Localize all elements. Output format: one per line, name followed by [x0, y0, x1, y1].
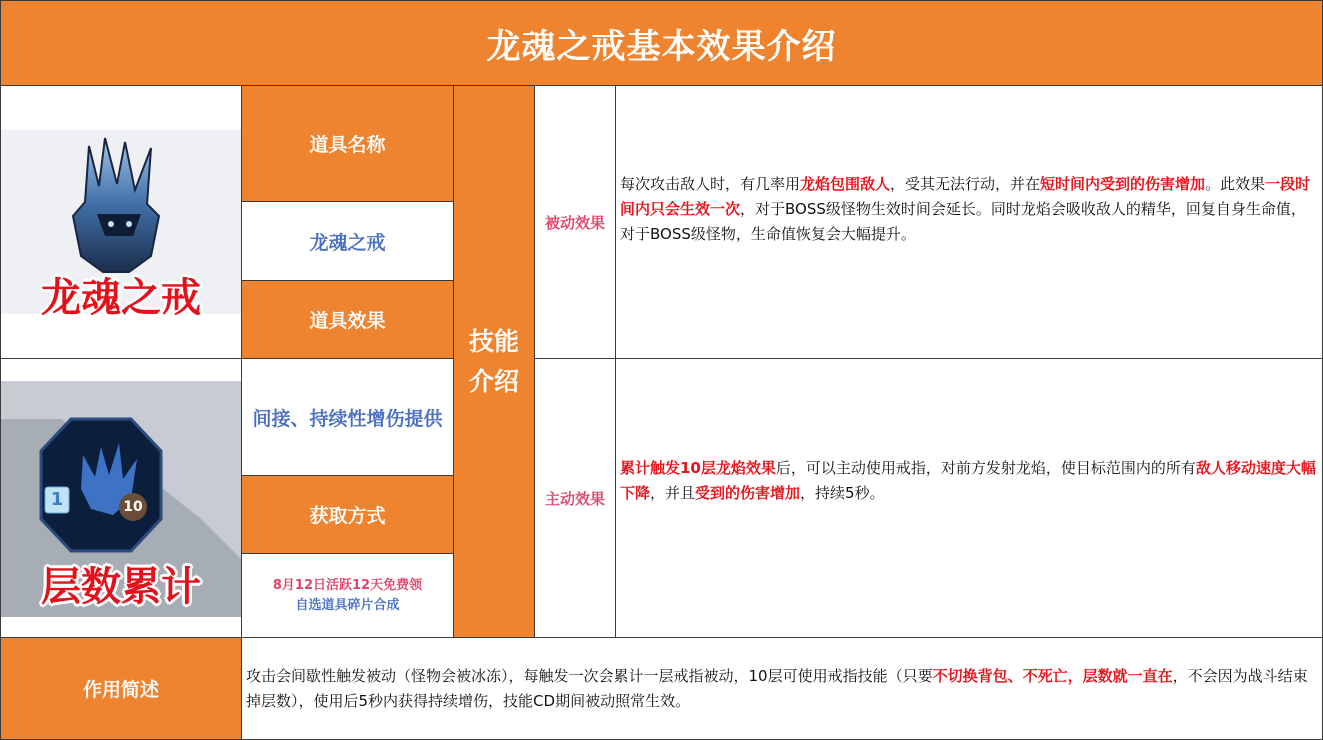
passive-text-1: 每次攻击敌人时，有几率用 [620, 174, 801, 193]
passive-text-4: ，对于BOSS级怪物生效时间会延长。同时龙焰会吸收敌人的精华，回复自身生命值，对于BOSS级怪物，生命值恢复会大幅提升。 [620, 199, 1306, 243]
passive-highlight-3: 一段时间内只会生效一次 [620, 174, 1311, 218]
summary-label: 作用简述 [0, 637, 242, 740]
summary-highlight-1: 不切换背包、不死亡，层数就一直在 [932, 666, 1173, 685]
item-effect-label: 道具效果 [241, 280, 454, 359]
item-image-text: 龙魂之戒 [41, 275, 201, 321]
active-highlight-1: 累计触发10层龙焰效果 [620, 459, 776, 477]
skill-intro-line-1: 技能 [468, 326, 519, 356]
obtain-value [241, 553, 454, 638]
item-image-cell [0, 85, 242, 359]
active-highlight-3: 受到的伤害增加 [695, 484, 801, 502]
active-highlight-2: 敌人移动速度大幅下降 [620, 459, 1316, 502]
active-text-3: ，持续5秒。 [800, 484, 885, 502]
item-name-value: 龙魂之戒 [241, 201, 454, 281]
passive-highlight-2: 短时间内受到的伤害增加 [1040, 174, 1206, 193]
summary-text-2: ，不会因为战斗结束掉层数），使用后5秒内获得持续增伤，技能CD期间被动照常生效。 [246, 666, 1308, 710]
obtain-label: 获取方式 [241, 475, 454, 554]
item-name-label: 道具名称 [241, 85, 454, 202]
passive-text-3: 。此效果 [1205, 174, 1266, 193]
stack-count: 10 [123, 499, 143, 515]
item-effect-value: 间接、持续性增伤提供 [241, 358, 454, 476]
summary-text-1: 攻击会间歇性触发被动（怪物会被冰冻），每触发一次会累计一层戒指被动，10层可使用戒指技能（只要 [246, 666, 933, 685]
layer-image-text: 层数累计 [41, 564, 201, 610]
passive-highlight-1: 龙焰包围敌人 [800, 174, 891, 193]
summary-desc [241, 637, 1323, 740]
passive-effect-label: 被动效果 [534, 85, 616, 359]
passive-text-2: ，受其无法行动，并在 [890, 174, 1041, 193]
active-text-1: 后，可以主动使用戒指，对前方发射龙焰，使目标范围内的所有 [775, 459, 1196, 477]
passive-effect-desc [615, 85, 1323, 359]
skill-badge: 1 [50, 489, 64, 510]
page-title: 龙魂之戒基本效果介绍 [0, 0, 1323, 86]
obtain-line-2: 自选道具碎片合成 [295, 597, 400, 613]
obtain-line-1: 8月12日活跃12天免费领 [272, 577, 423, 593]
active-text-2: ，并且 [650, 484, 696, 502]
active-effect-desc [615, 358, 1323, 638]
skill-intro-line-2: 介绍 [468, 366, 519, 396]
layer-image-cell [0, 358, 242, 638]
skill-intro-label [453, 85, 535, 638]
active-effect-label: 主动效果 [534, 358, 616, 638]
